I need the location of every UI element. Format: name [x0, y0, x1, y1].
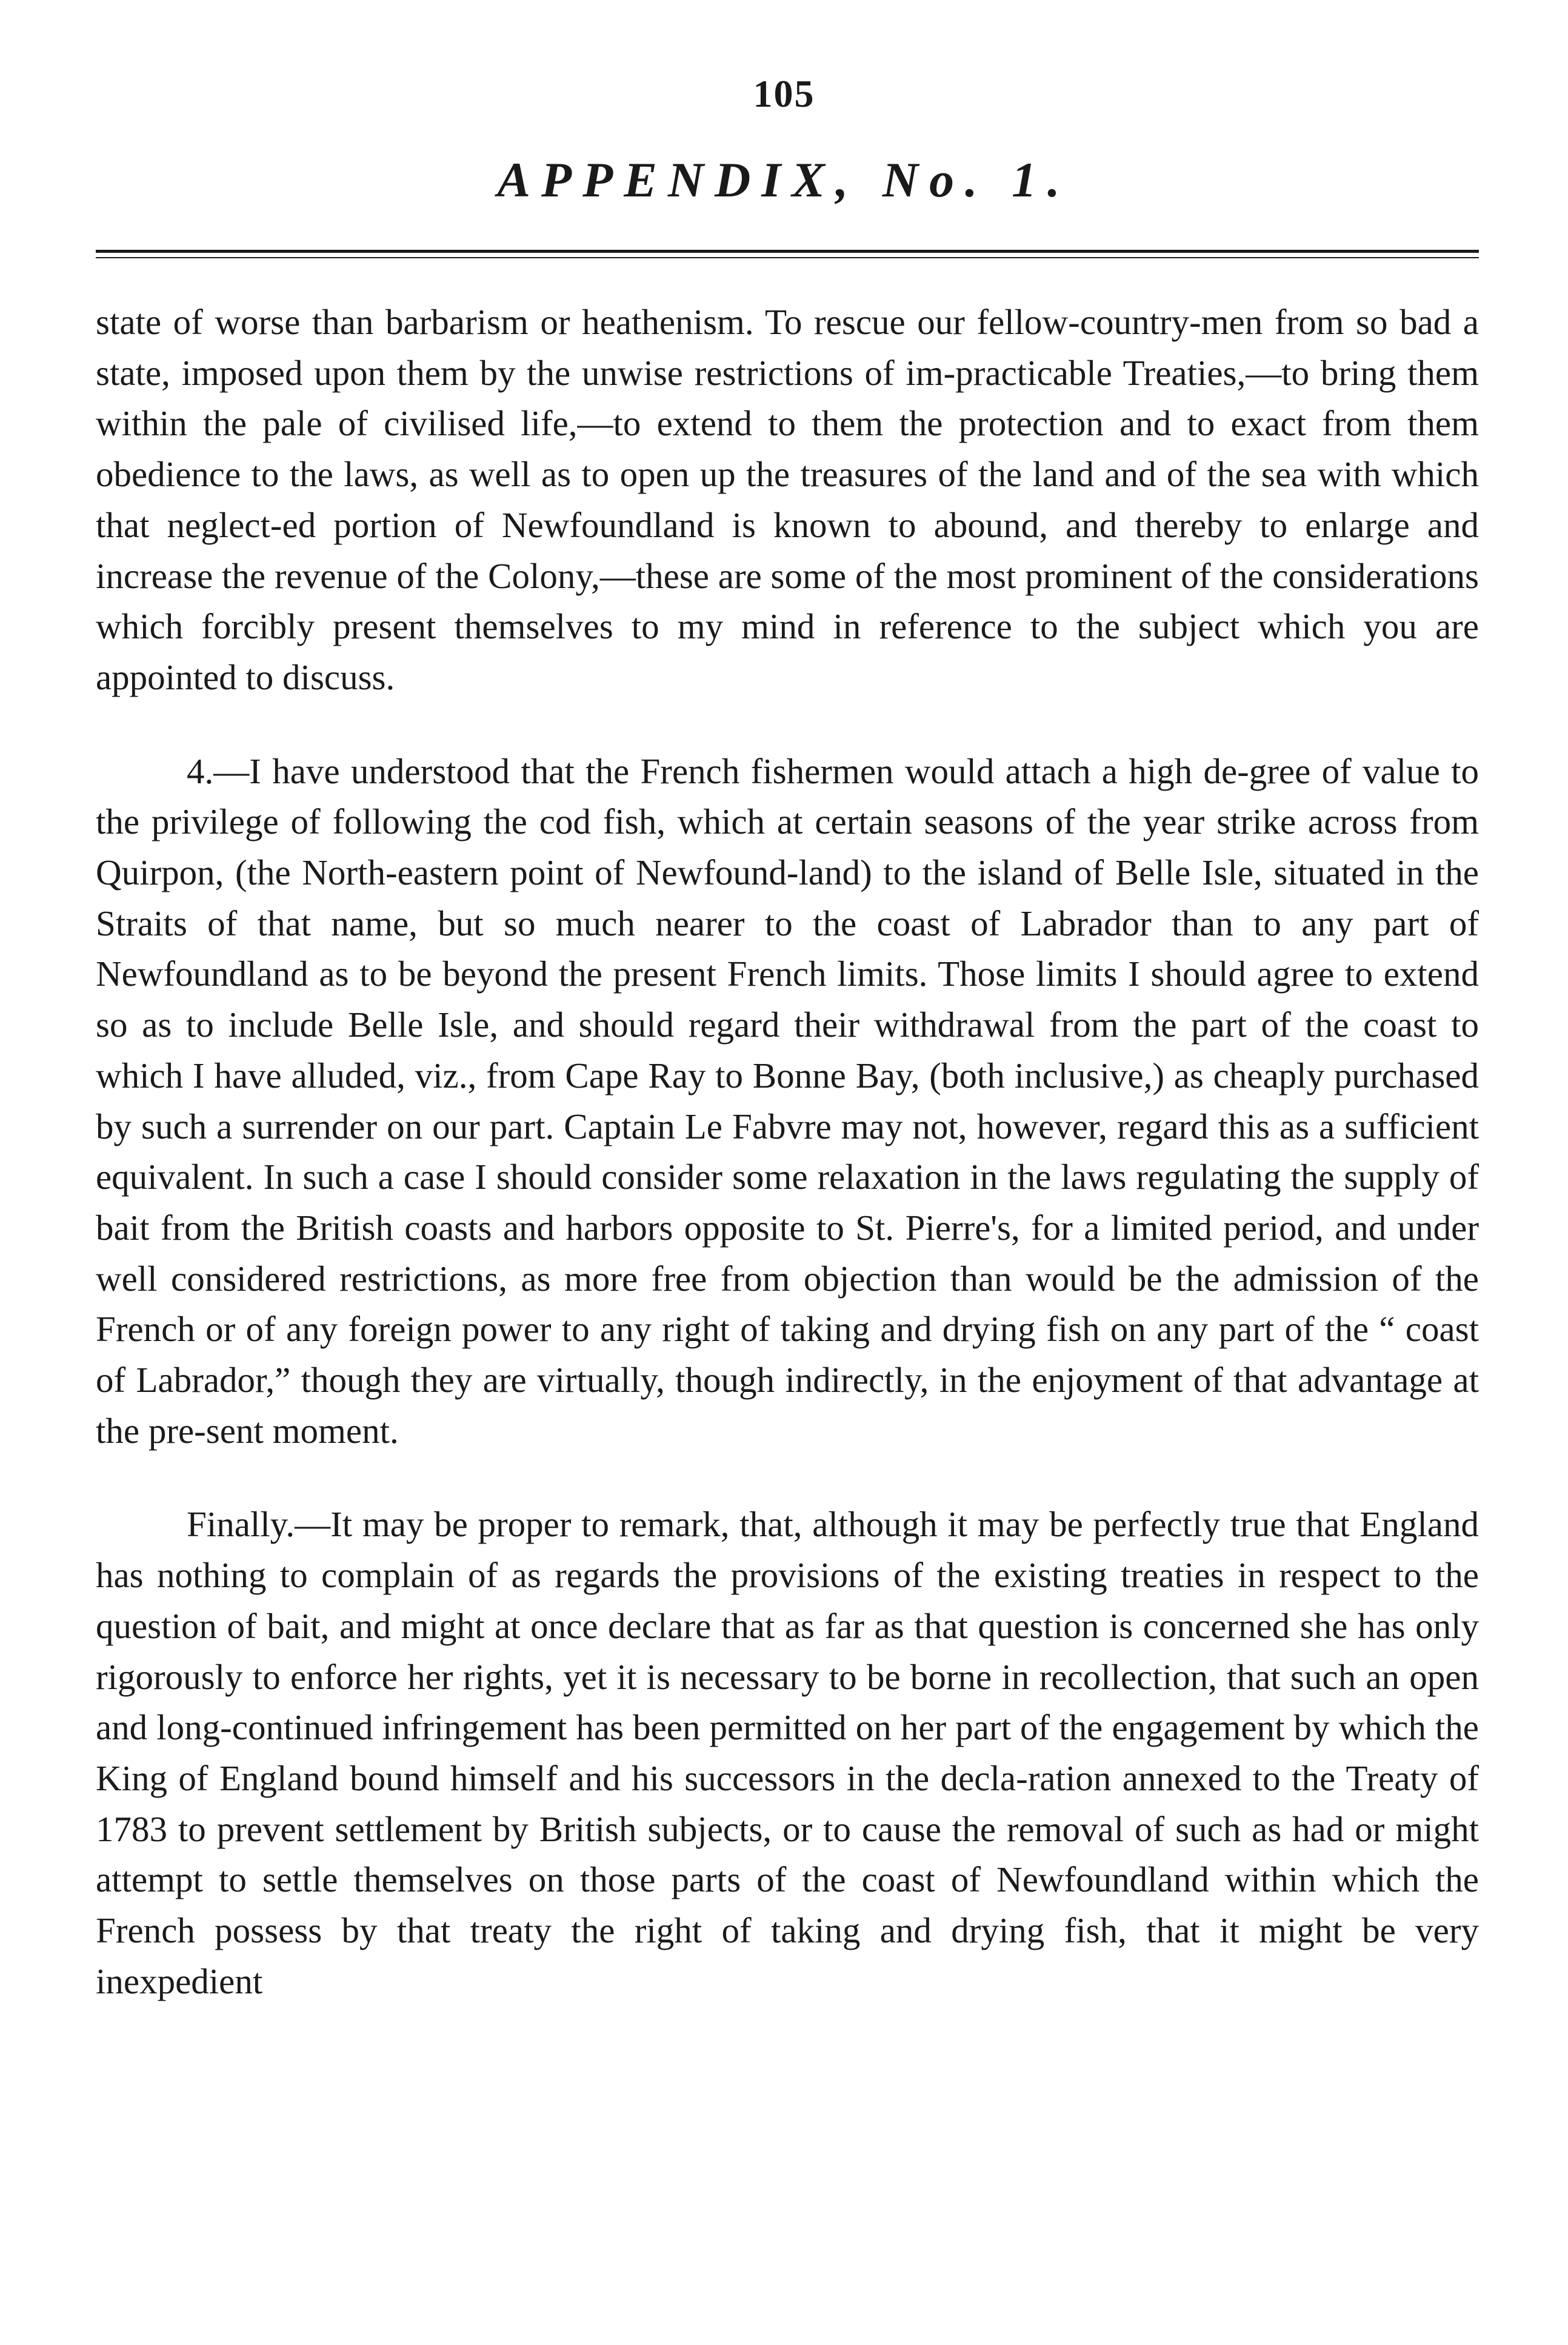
paragraph-continued: state of worse than barbarism or heathenism. To rescue our fellow-country-men from so bad a state, imposed upon them by the unwise restrictions of im-practicable Treaties,—to bring them within the pale of civilised life,—to extend to them the protection and to exact from them obedience to the laws, as well as to open up the treasures of the land and of the sea with which that neglect-ed portion of Newfoundland is known to abound, and thereby to enlarge and increase the revenue of the Colony,—these are some of the most prominent of the considerations which forcibly present themselves to my mind in reference to the subject which you are appointed to discuss. [96, 302, 1479, 697]
page-title: APPENDIX, No. 1. [497, 152, 1071, 207]
body-text [96, 297, 1479, 2007]
paragraph-4: 4.—I have understood that the French fishermen would attach a high de-gree of value to the privilege of following the cod fish, which at certain seasons of the year strike across from Quirpon, (the North-eastern point of Newfound-land) to the island of Belle Isle, situated in the Straits of that name, but so much nearer to the coast of Labrador than to any part of Newfoundland as to be beyond the present French limits. Those limits I should agree to extend so as to include Belle Isle, and should regard their withdrawal from the part of the coast to which I have alluded, viz., from Cape Ray to Bonne Bay, (both inclusive,) as cheaply purchased by such a surrender on our part. Captain Le Fabvre may not, however, regard this as a sufficient equivalent. In such a case I should consider some relaxation in the laws regulating the supply of bait from the British coasts and harbors opposite to St. Pierre's, for a limited period, and under well considered restrictions, as more free from objection than would be the admission of the French or of any foreign power to any right of taking and drying fish on any part of the “ coast of Labrador,” though they are virtually, though indirectly, in the enjoyment of that advantage at the pre-sent moment. [96, 751, 1479, 1451]
paragraph-finally: Finally.—It may be proper to remark, that, although it may be perfectly true that England has nothing to complain of as regards the provisions of the existing treaties in respect to the question of bait, and might at once declare that as far as that question is concerned she has only rigorously to enforce her rights, yet it is necessary to be borne in recollection, that such an open and long-continued infringement has been permitted on her part of the engagement by which the King of England bound himself and his successors in the decla-ration annexed to the Treaty of 1783 to prevent settlement by British subjects, or to cause the removal of such as had or might attempt to settle themselves on those parts of the coast of Newfoundland within which the French possess by that treaty the right of taking and drying fish, that it might be very inexpedient [96, 1504, 1479, 2001]
header-rule [96, 250, 1479, 258]
page-number: 105 [753, 72, 815, 115]
